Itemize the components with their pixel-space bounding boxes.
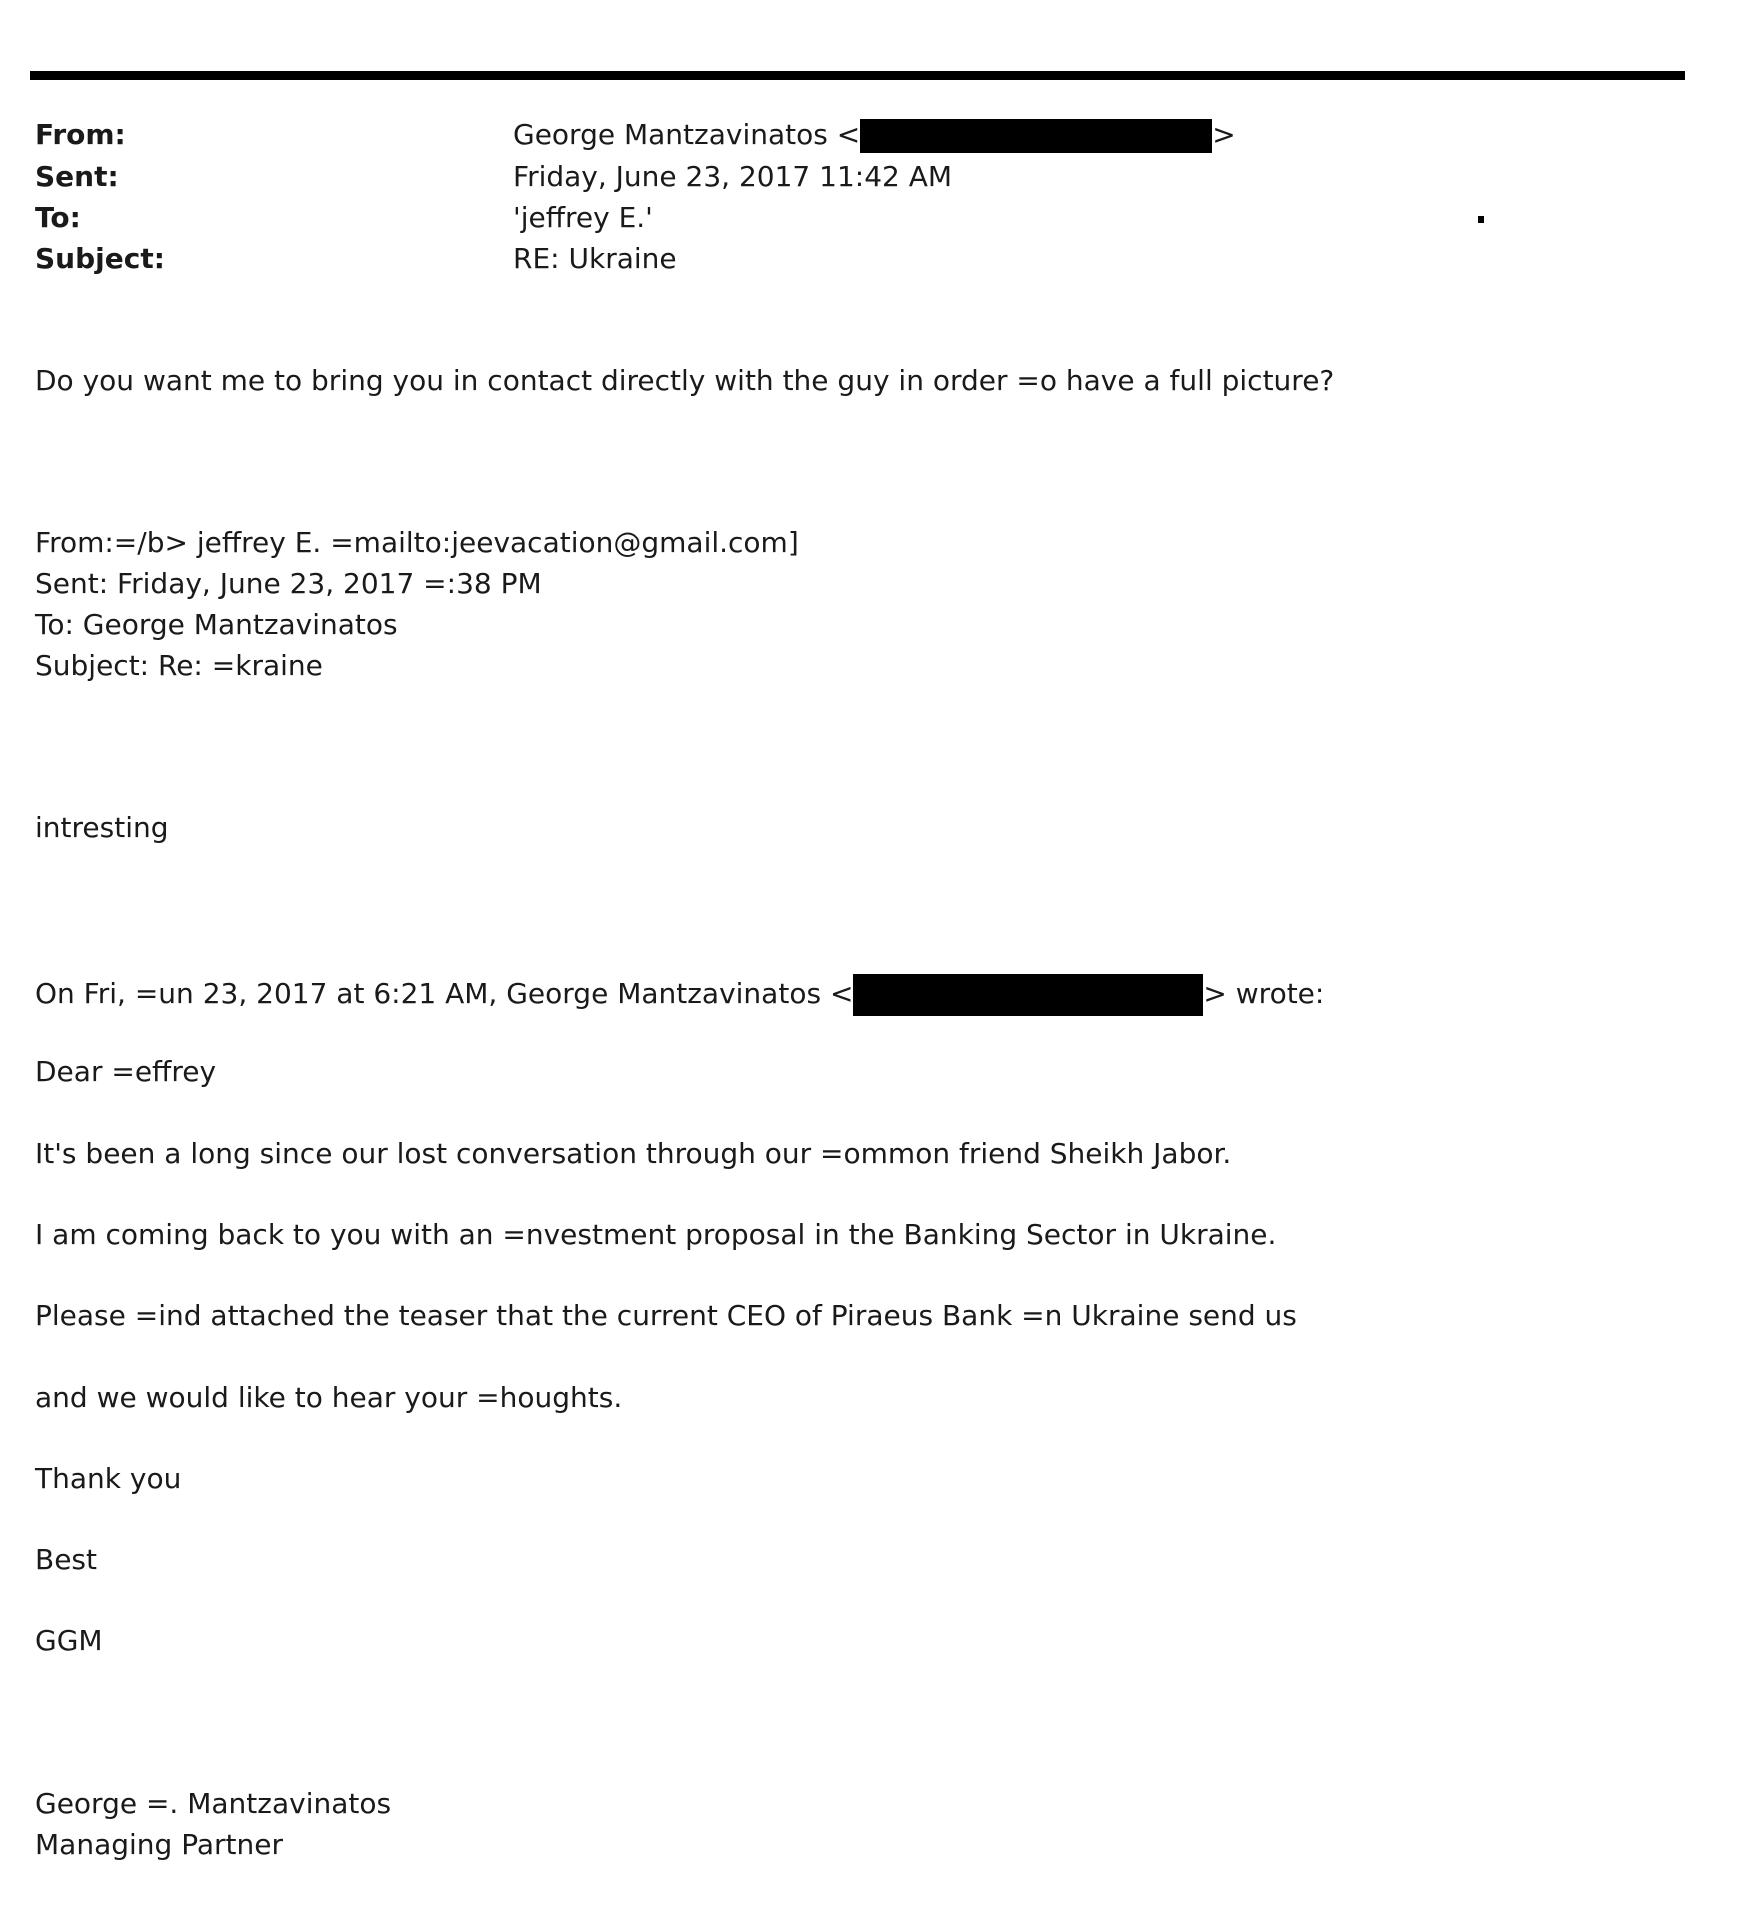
sent-label: Sent:: [35, 160, 119, 193]
from-value: [513, 118, 1236, 153]
body-line: Please =ind attached the teaser that the current CEO of Piraeus Bank =n Ukraine send us: [35, 1299, 1297, 1332]
quoted-subject: Subject: Re: =kraine: [35, 649, 323, 682]
body-line: Best: [35, 1543, 98, 1576]
body-line: GGM: [35, 1624, 103, 1657]
body-line: and we would like to hear your =houghts.: [35, 1381, 623, 1414]
signature-title: Managing Partner: [35, 1828, 283, 1861]
quoted-intro-start: On Fri, =un 23, 2017 at 6:21 AM, George Mantzavinatos <: [35, 977, 854, 1010]
quoted-sent: Sent: Friday, June 23, 2017 =:38 PM: [35, 567, 542, 600]
body-line: I am coming back to you with an =nvestment proposal in the Banking Sector in Ukraine.: [35, 1218, 1277, 1251]
redaction-bar: [860, 119, 1212, 153]
from-label: From:: [35, 118, 126, 151]
signature-name: George =. Mantzavinatos: [35, 1787, 392, 1820]
body-line: Dear =effrey: [35, 1055, 217, 1088]
to-value: 'jeffrey E.': [513, 201, 653, 234]
redaction-bar: [853, 974, 1203, 1016]
scan-speck: [1478, 216, 1484, 223]
subject-label: Subject:: [35, 242, 165, 275]
quoted-body: intresting: [35, 811, 169, 844]
from-name: George Mantzavinatos <: [513, 118, 861, 151]
header-rule: [30, 71, 1685, 80]
quoted-intro-end: > wrote:: [1203, 977, 1325, 1010]
reply-body: Do you want me to bring you in contact directly with the guy in order =o have a full picture?: [35, 364, 1335, 397]
quoted-from: From:=/b> jeffrey E. =mailto:jeevacation@gmail.com]: [35, 526, 799, 559]
to-label: To:: [35, 201, 81, 234]
quoted-to: To: George Mantzavinatos: [35, 608, 398, 641]
sent-value: Friday, June 23, 2017 11:42 AM: [513, 160, 953, 193]
body-line: Thank you: [35, 1462, 182, 1495]
from-close: >: [1212, 118, 1236, 151]
subject-value: RE: Ukraine: [513, 242, 677, 275]
quoted-intro: [35, 974, 1324, 1016]
body-line: It's been a long since our lost conversation through our =ommon friend Sheikh Jabor.: [35, 1137, 1232, 1170]
